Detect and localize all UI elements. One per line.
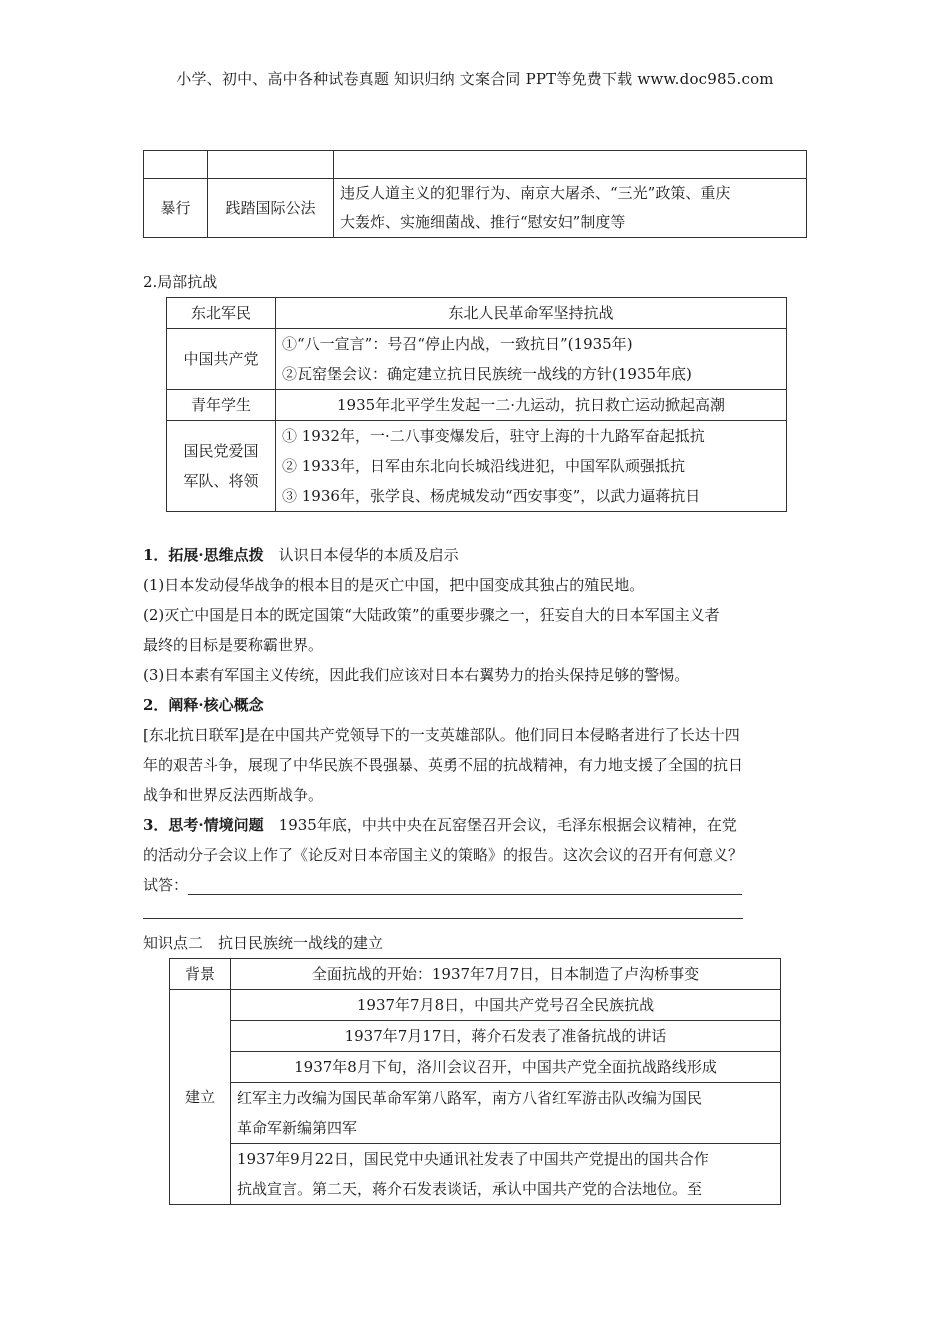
row-content: 1937年8月下旬，洛川会议召开，中国共产党全面抗战路线形成	[231, 1052, 781, 1083]
row-label: 建立	[170, 990, 231, 1205]
row-label: 东北军民	[167, 298, 276, 329]
row-content: 红军主力改编为国民革命军第八路军，南方八省红军游击队改编为国民 革命军新编第四军	[231, 1083, 781, 1144]
table-row	[167, 298, 787, 329]
row-content: 1937年7月17日，蒋介石发表了准备抗战的讲话	[231, 1021, 781, 1052]
point-2-body: [东北抗日联军]是在中国共产党领导下的一支英雄部队。他们同日本侵略者进行了长达十四 年的艰苦斗争，展现了中华民族不畏强暴、英勇不屈的抗战精神，有力地支援了全国的抗日 战争和世界反法西斯战争。	[143, 726, 744, 804]
point-3-body: 3．思考·情境问题 1935年底，中共中央在瓦窑堡召开会议，毛泽东根据会议精神，在党 的活动分子会议上作了《论反对日本帝国主义的策略》的报告。这次会议的召开有何意义？ 试答：	[143, 816, 744, 894]
section-title: 2.局部抗战	[143, 273, 218, 291]
table-row	[167, 390, 787, 421]
united-front-table	[169, 958, 781, 1205]
row-content: 1935年北平学生发起一二·九运动，抗日救亡运动掀起高潮	[276, 390, 787, 421]
point-1-body: (1)日本发动侵华战争的根本目的是灭亡中国，把中国变成其独占的殖民地。 (2)灭亡中国是日本的既定国策“大陆政策”的重要步骤之一，狂妄自大的日本军国主义者 最终的目标是要称霸世界。 (3)日本素有军国主义传统，因此我们应该对日本右翼势力的抬头保持足够的警惕。	[143, 576, 720, 684]
table-row	[170, 959, 781, 990]
row-label: 中国共产党	[167, 329, 276, 390]
row-label: 国民党爱国 军队、将领	[167, 421, 276, 512]
table-row	[170, 1052, 781, 1083]
answer-line-2[interactable]	[143, 918, 743, 919]
row-content: 违反人道主义的犯罪行为、南京大屠杀、“三光”政策、重庆 大轰炸、实施细菌战、推行“慰安妇”制度等	[334, 179, 807, 238]
point-2-heading: 2．阐释·核心概念	[143, 696, 264, 714]
row-content: 东北人民革命军坚持抗战	[276, 298, 787, 329]
table-row	[170, 990, 781, 1021]
point-1-heading: 1．拓展·思维点拨 认识日本侵华的本质及启示	[143, 546, 459, 564]
table-row	[144, 179, 807, 238]
row-label: 背景	[170, 959, 231, 990]
table-row	[167, 421, 787, 512]
row-content: ① 1932年，一·二八事变爆发后，驻守上海的十九路军奋起抵抗 ② 1933年，日军由东北向长城沿线进犯，中国军队顽强抵抗 ③ 1936年，张学良、杨虎城发动“西安事变”，以武力逼蒋抗日	[276, 421, 787, 512]
row-content: ①“八一宣言”：号召“停止内战，一致抗日”(1935年) ②瓦窑堡会议：确定建立抗日民族统一战线的方针(1935年底)	[276, 329, 787, 390]
table-row	[170, 1021, 781, 1052]
answer-label: 试答：	[143, 876, 189, 894]
table-cell	[144, 151, 208, 179]
atrocities-table	[143, 150, 807, 238]
table-cell	[208, 151, 334, 179]
row-label: 暴行	[144, 179, 208, 238]
row-content: 1937年7月8日，中国共产党号召全民族抗战	[231, 990, 781, 1021]
table-row	[170, 1083, 781, 1144]
row-content: 1937年9月22日，国民党中央通讯社发表了中国共产党提出的国共合作 抗战宣言。第二天，蒋介石发表谈话，承认中国共产党的合法地位。至	[231, 1144, 781, 1205]
table-row	[167, 329, 787, 390]
local-resistance-table	[166, 297, 787, 512]
answer-line[interactable]	[188, 878, 742, 895]
section-title: 知识点二 抗日民族统一战线的建立	[143, 934, 384, 952]
row-content: 全面抗战的开始：1937年7月7日，日本制造了卢沟桥事变	[231, 959, 781, 990]
page-header: 小学、初中、高中各种试卷真题 知识归纳 文案合同 PPT等免费下载 www.doc985.com	[176, 70, 774, 88]
row-sublabel: 践踏国际公法	[208, 179, 334, 238]
row-label: 青年学生	[167, 390, 276, 421]
table-cell	[334, 151, 807, 179]
table-row	[170, 1144, 781, 1205]
table-row	[144, 151, 807, 179]
